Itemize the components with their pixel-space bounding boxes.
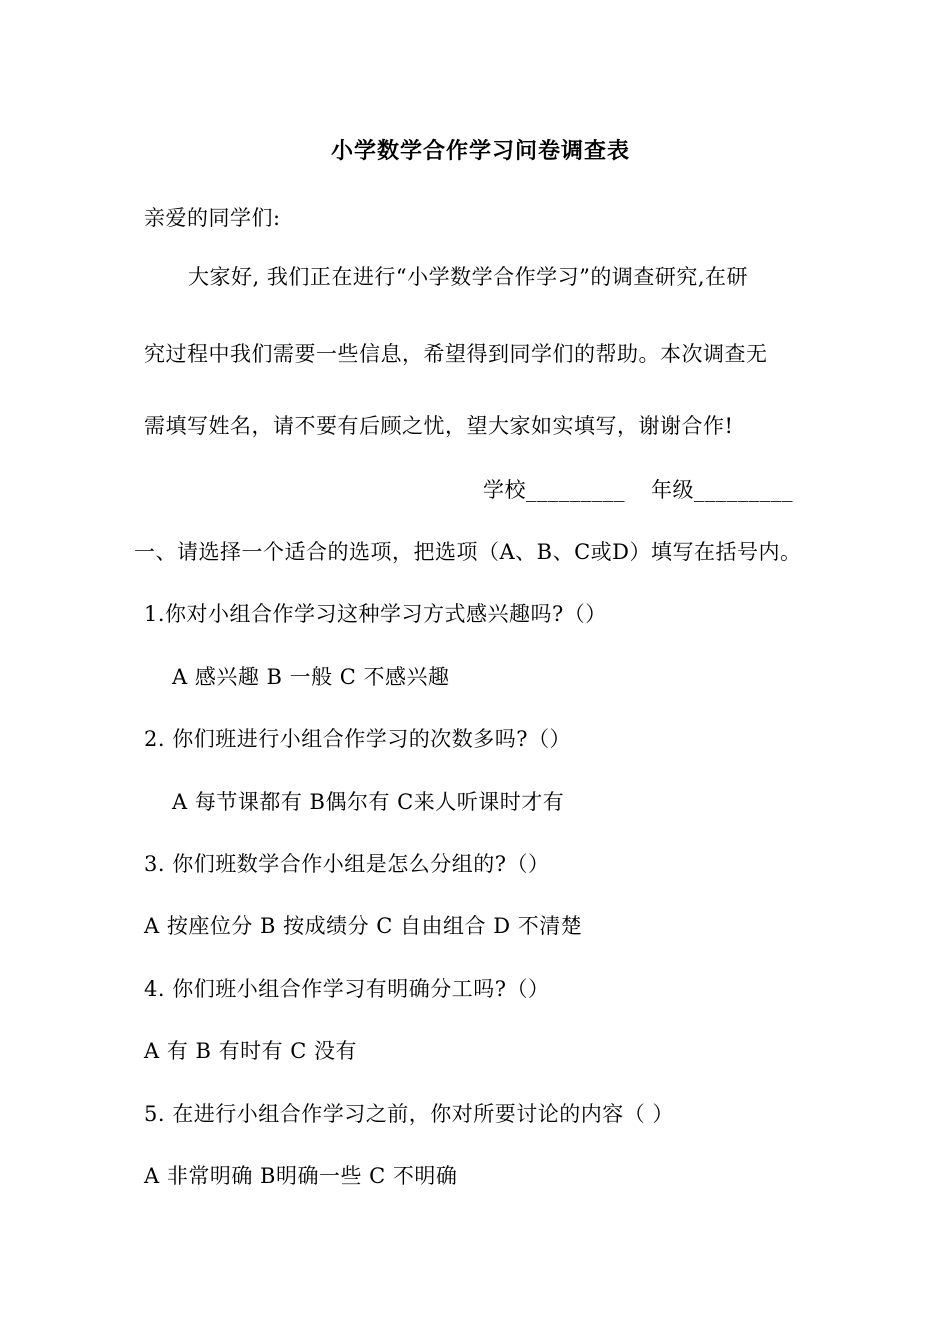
school-field[interactable]: 学校_________ xyxy=(483,478,625,502)
document-title: 小学数学合作学习问卷调查表 xyxy=(331,138,631,164)
intro-line-3: 需填写姓名，请不要有后顾之忧，望大家如实填写，谢谢合作! xyxy=(144,414,734,438)
grade-field[interactable]: 年级_________ xyxy=(651,478,793,502)
question-3-options: A 按座位分 B 按成绩分 C 自由组合 D 不清楚 xyxy=(144,914,583,938)
question-1: 1.你对小组合作学习这种学习方式感兴趣吗?（） xyxy=(144,602,607,626)
question-3: 3. 你们班数学合作小组是怎么分组的?（） xyxy=(144,852,550,876)
greeting: 亲爱的同学们: xyxy=(144,206,281,230)
question-2: 2. 你们班进行小组合作学习的次数多吗?（） xyxy=(144,727,571,751)
question-4-options: A 有 B 有时有 C 没有 xyxy=(144,1039,358,1063)
question-2-options: A 每节课都有 B偶尔有 C来人听课时才有 xyxy=(172,790,565,814)
question-5: 5. 在进行小组合作学习之前，你对所要讨论的内容（ ） xyxy=(144,1102,674,1126)
section-1-heading: 一、请选择一个适合的选项，把选项（A、B、C或D）填写在括号内。 xyxy=(134,540,802,564)
question-5-options: A 非常明确 B明确一些 C 不明确 xyxy=(144,1164,458,1188)
question-1-options: A 感兴趣 B 一般 C 不感兴趣 xyxy=(172,665,450,689)
intro-line-1: 大家好, 我们正在进行“小学数学合作学习”的调查研究,在研 xyxy=(188,265,748,289)
question-4: 4. 你们班小组合作学习有明确分工吗?（） xyxy=(144,977,550,1001)
intro-line-2: 究过程中我们需要一些信息，希望得到同学们的帮助。本次调查无 xyxy=(144,342,768,366)
